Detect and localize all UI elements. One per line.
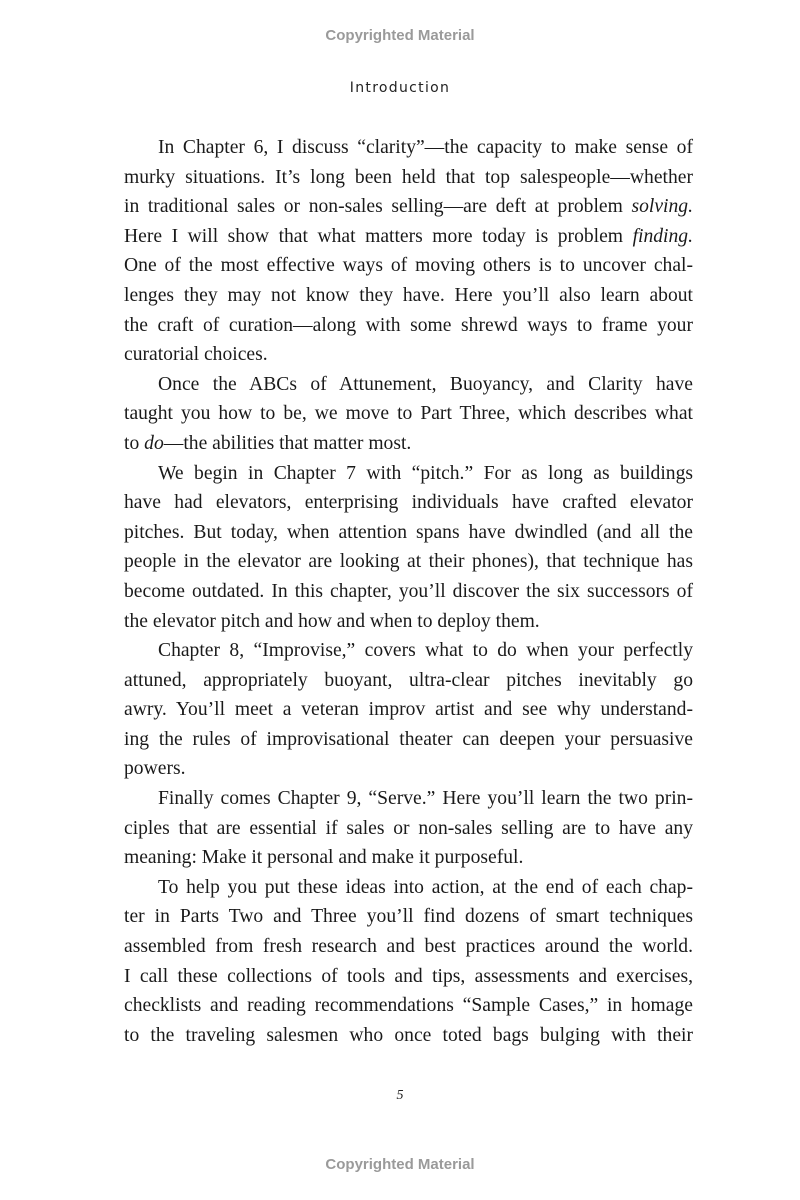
text-line: In Chapter 6, I discuss “clarity”—the capacity to make sense of bbox=[158, 137, 693, 158]
text-line: We begin in Chapter 7 with “pitch.” For as long as buildings bbox=[158, 462, 693, 484]
copyright-notice-bottom: Copyrighted Material bbox=[325, 1156, 475, 1173]
text-line: taught you how to be, we move to Part Three, which describes what bbox=[124, 403, 693, 425]
text-line: lenges they may not know they have. Here you’ll also learn about bbox=[124, 284, 693, 306]
text-line: curatorial choices. bbox=[124, 344, 268, 366]
paragraph bbox=[124, 133, 693, 370]
text-line: ter in Parts Two and Three you’ll find dozens of smart techniques bbox=[124, 906, 693, 928]
text-line: Here I will show that what matters more today is problem finding. bbox=[124, 225, 693, 247]
text-line: meaning: Make it personal and make it purposeful. bbox=[124, 847, 524, 869]
italic-emphasis: finding. bbox=[632, 225, 693, 247]
text-line: One of the most effective ways of moving others is to uncover chal- bbox=[124, 255, 693, 277]
paragraph bbox=[124, 370, 693, 459]
text-line: ing the rules of improvisational theater can deepen your persuasive bbox=[124, 728, 693, 750]
text-line: ciples that are essential if sales or non-sales selling are to have any bbox=[124, 817, 693, 839]
text-line: people in the elevator are looking at their phones), that technique has bbox=[124, 551, 693, 573]
text-line: become outdated. In this chapter, you’ll discover the six successors of bbox=[124, 580, 693, 602]
running-head: Introduction bbox=[349, 80, 451, 96]
text-line: checklists and reading recommendations “Sample Cases,” in homage bbox=[124, 995, 693, 1017]
text-line: the craft of curation—along with some shrewd ways to frame your bbox=[124, 314, 693, 336]
paragraph bbox=[124, 784, 693, 873]
text-line: in traditional sales or non-sales selling—are deft at problem solving. bbox=[124, 196, 693, 218]
italic-emphasis: do bbox=[144, 432, 164, 454]
text-line: the elevator pitch and how and when to deploy them. bbox=[124, 610, 540, 632]
text-line: awry. You’ll meet a veteran improv artist and see why understand- bbox=[124, 699, 693, 721]
text-line: I call these collections of tools and tips, assessments and exercises, bbox=[124, 965, 693, 987]
text-line: to do—the abilities that matter most. bbox=[124, 432, 412, 454]
text-line: Finally comes Chapter 9, “Serve.” Here you’ll learn the two prin- bbox=[158, 788, 693, 810]
text-line: Chapter 8, “Improvise,” covers what to do when your perfectly bbox=[158, 640, 693, 662]
page-number: 5 bbox=[396, 1088, 404, 1103]
text-line: powers. bbox=[124, 758, 186, 780]
text-line: attuned, appropriately buoyant, ultra-clear pitches inevitably go bbox=[124, 669, 693, 691]
paragraph bbox=[124, 873, 693, 1051]
italic-emphasis: solving. bbox=[631, 196, 693, 218]
text-line: have had elevators, enterprising individuals have crafted elevator bbox=[124, 492, 693, 514]
text-line: Once the ABCs of Attunement, Buoyancy, and Clarity have bbox=[158, 373, 693, 395]
text-line: pitches. But today, when attention spans have dwindled (and all the bbox=[124, 521, 693, 543]
paragraph bbox=[124, 636, 693, 784]
paragraph bbox=[124, 459, 693, 637]
text-line: assembled from fresh research and best practices around the world. bbox=[124, 936, 693, 958]
text-line: murky situations. It’s long been held that top salespeople—whether bbox=[124, 166, 693, 188]
copyright-notice-top: Copyrighted Material bbox=[325, 27, 475, 44]
body-text bbox=[124, 133, 693, 1050]
text-line: To help you put these ideas into action, at the end of each chap- bbox=[158, 876, 693, 898]
text-line: to the traveling salesmen who once toted bags bulging with their bbox=[124, 1024, 693, 1046]
